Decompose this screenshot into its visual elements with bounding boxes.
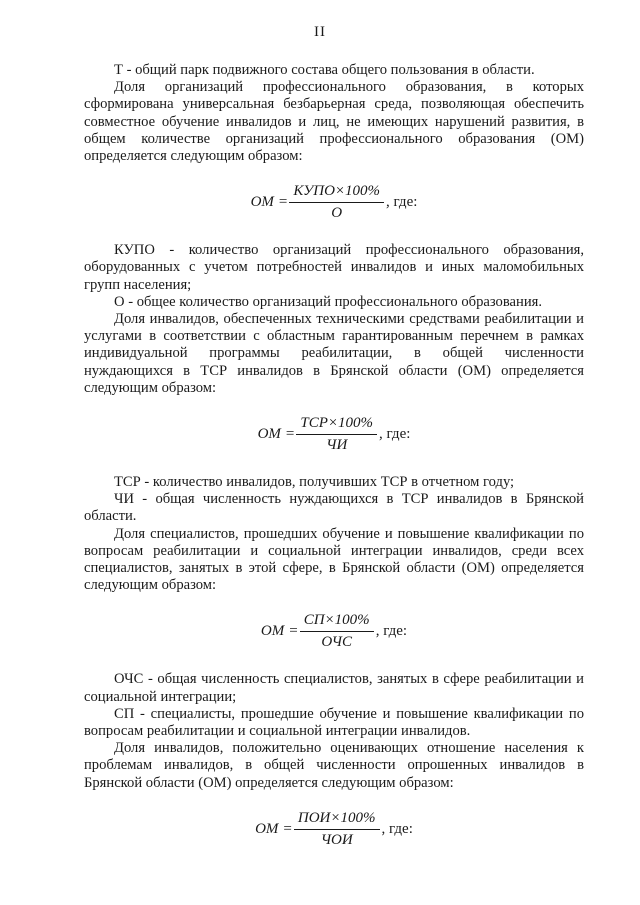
paragraph: Доля специалистов, прошедших обучение и повышение квалификации по вопросам реабилитации и социальной интеграции инвалидов, среди всех специалистов, занятых в этой сфере, в Брянской области (ОМ) определяется следующим образом: xyxy=(84,525,584,594)
formula-suffix: , где: xyxy=(375,623,408,640)
formula-equals: = xyxy=(289,623,298,640)
paragraph: Доля инвалидов, положительно оценивающих отношение населения к проблемам инвалидов, в общей численности опрошенных инвалидов в Брянской области (ОМ) определяется следующим образом: xyxy=(84,740,584,791)
paragraph: ЧИ - общая численность нуждающихся в ТСР инвалидов в Брянской области. xyxy=(84,491,584,525)
page-number: II xyxy=(314,24,326,40)
formula xyxy=(84,612,584,651)
formula-fraction xyxy=(289,183,384,222)
formula-denominator: ЧИ xyxy=(326,437,348,454)
formula-denominator: О xyxy=(331,205,343,222)
formula-fraction xyxy=(300,612,374,651)
document-body xyxy=(84,62,584,869)
formula-equals: = xyxy=(283,820,292,837)
formula xyxy=(84,810,584,849)
formula-suffix: , где: xyxy=(381,820,413,837)
formula-numerator: КУПО×100% xyxy=(289,183,384,203)
formula-denominator: ОЧС xyxy=(321,634,352,651)
formula-equals: = xyxy=(285,426,295,443)
formula-suffix: , где: xyxy=(386,194,418,211)
formula xyxy=(84,183,584,222)
formula-fraction xyxy=(296,415,377,454)
formula-lhs: ОМ xyxy=(250,194,274,211)
paragraph: КУПО - количество организаций профессионального образования, оборудованных с учетом потребностей инвалидов и иных маломобильных групп населения; xyxy=(84,242,584,293)
paragraph: Доля организаций профессионального образования, в которых сформирована универсальная безбарьерная среда, позволяющая обеспечить совместное обучение инвалидов и лиц, не имеющих нарушений развития, в общем количестве организаций профессионального образования (ОМ) определяется следующим образом: xyxy=(84,79,584,165)
formula-denominator: ЧОИ xyxy=(320,831,353,848)
formula-numerator: ТСР×100% xyxy=(296,415,377,435)
paragraph: ОЧС - общая численность специалистов, занятых в сфере реабилитации и социальной интеграции; xyxy=(84,671,584,705)
paragraph: Т - общий парк подвижного состава общего пользования в области. xyxy=(114,62,535,78)
formula-numerator: ПОИ×100% xyxy=(294,810,380,830)
formula-lhs: ОМ xyxy=(260,623,285,640)
formula-fraction xyxy=(294,810,380,849)
paragraph: О - общее количество организаций профессионального образования. xyxy=(114,293,542,310)
formula-lhs: ОМ xyxy=(255,820,279,837)
formula-equals: = xyxy=(278,194,288,211)
paragraph: ТСР - количество инвалидов, получивших ТСР в отчетном году; xyxy=(114,474,515,491)
formula-lhs: ОМ xyxy=(257,426,281,443)
formula-suffix: , где: xyxy=(379,426,411,443)
paragraph: СП - специалисты, прошедшие обучение и повышение квалификации по вопросам реабилитации и социальной интеграции инвалидов. xyxy=(84,705,584,740)
formula xyxy=(84,415,584,454)
formula-numerator: СП×100% xyxy=(300,612,374,632)
paragraph: Доля инвалидов, обеспеченных техническими средствами реабилитации и услугами в соответствии с областным гарантированным перечнем в рамках индивидуальной программы реабилитации, в общей численности нуждающихся в ТСР инвалидов в Брянской области (ОМ) определяется следующим образом: xyxy=(84,311,584,396)
